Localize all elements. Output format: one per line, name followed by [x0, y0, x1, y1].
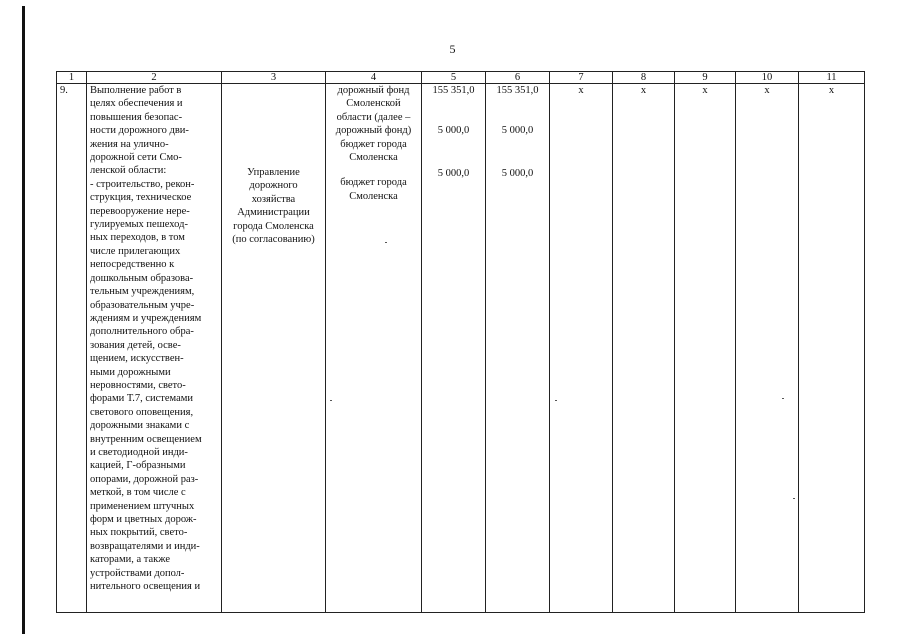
col6-value-2: 5 000,0	[501, 125, 534, 137]
header-cell-7: 7	[550, 72, 613, 84]
col10-cell: х	[736, 84, 799, 613]
col6-value-3: 5 000,0	[501, 167, 534, 179]
executor-text: Управление дорожного хозяйства Администрации города Смоленска (по согласованию)	[232, 167, 315, 246]
scan-speck	[330, 400, 332, 401]
col7-cell: х	[550, 84, 613, 613]
header-cell-4: 4	[326, 72, 422, 84]
header-cell-8: 8	[613, 72, 675, 84]
funding-source-3: бюджет города Смоленска	[340, 177, 407, 202]
row-number: 9.	[57, 84, 87, 613]
scan-speck	[385, 242, 387, 243]
header-cell-5: 5	[422, 72, 486, 84]
table-row	[57, 84, 865, 613]
col5-cell	[422, 84, 486, 613]
col8-cell: х	[613, 84, 675, 613]
header-cell-1: 1	[57, 72, 87, 84]
col6-value-1: 155 351,0	[496, 85, 539, 96]
funding-source-2: бюджет города Смоленска	[340, 138, 407, 164]
header-cell-9: 9	[675, 72, 736, 84]
col5-value-2: 5 000,0	[437, 125, 470, 137]
page-number: 5	[449, 42, 456, 56]
header-cell-3: 3	[222, 72, 326, 84]
scan-speck	[555, 400, 557, 401]
col5-value-1: 155 351,0	[432, 85, 475, 96]
col5-value-3: 5 000,0	[437, 167, 470, 179]
col9-cell: х	[675, 84, 736, 613]
header-cell-6: 6	[486, 72, 550, 84]
funding-source-cell	[326, 84, 422, 613]
header-cell-11: 11	[799, 72, 865, 84]
header-cell-2: 2	[87, 72, 222, 84]
header-cell-10: 10	[736, 72, 799, 84]
funding-source-1: дорожный фонд Смоленской области (далее – дорожный фонд)	[335, 85, 412, 137]
col11-cell: х	[799, 84, 865, 613]
plan-table	[56, 71, 865, 613]
binding-margin-line	[22, 6, 25, 634]
scan-speck	[793, 498, 795, 499]
scan-speck	[782, 398, 784, 399]
header-row	[57, 72, 865, 84]
row-description: Выполнение работ в целях обеспечения и повышения безопас- ности дорожного дви- жения на улично- дорожной сети Смо- ленской области: - строительство, рекон- струкция, техническое перевооружение нере- гулируемых пешеход- ных переходов, в том числе прилегающих непосредственно к дошкольным образова- тельным учреждениям, образовательным учре- ждениям и учреждениям дополнительного обра- зования детей, осве- щением, искусствен- ными дорожными неровностями, свето- форами Т.7, системами светового оповещения, дорожными знаками с внутренним освещением и светодиодной инди- кацией, Г-образными опорами, дорожной раз- меткой, в том числе с применением штучных форм и цветных дорож- ных покрытий, свето- возвращателями и инди- каторами, а также устройствами допол- нительного освещения и	[87, 84, 222, 613]
col6-cell	[486, 84, 550, 613]
executor-cell	[222, 84, 326, 613]
